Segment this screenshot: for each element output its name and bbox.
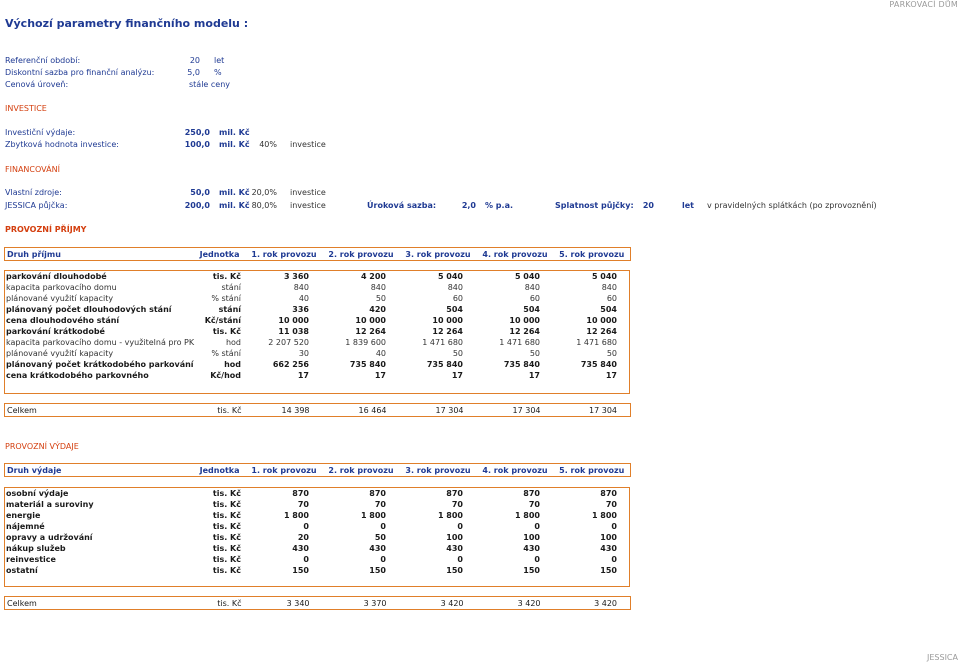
row-value-year5: 840 xyxy=(601,283,617,292)
row-value-year2: 150 xyxy=(369,566,386,575)
row-value-year3: 60 xyxy=(452,294,463,303)
row-label: plánovaný počet krátkodobého parkování xyxy=(6,360,194,369)
loan-percent: 80,0% xyxy=(251,201,277,210)
row-value-year4: 10 000 xyxy=(509,316,540,325)
loan-percent-label: investice xyxy=(290,201,326,210)
expense-total-unit: tis. Kč xyxy=(217,598,242,608)
row-unit: tis. Kč xyxy=(212,489,241,498)
income-total-row xyxy=(4,403,631,417)
header-cell-unit: Jednotka xyxy=(199,249,240,259)
income-row xyxy=(4,326,630,337)
header-cell-year3: 3. rok provozu xyxy=(405,465,471,475)
income-row xyxy=(4,348,630,359)
maturity-value: 20 xyxy=(642,201,654,210)
row-label: kapacita parkovacího domu - využitelná pro PK xyxy=(6,338,195,347)
income-table-header xyxy=(4,247,631,261)
row-value-year1: 0 xyxy=(303,555,309,564)
own-funds-percent-label: investice xyxy=(290,188,326,197)
income-total-y5: 17 304 xyxy=(589,405,617,415)
row-value-year5: 10 000 xyxy=(586,316,617,325)
row-value-year2: 840 xyxy=(370,283,386,292)
row-value-year5: 100 xyxy=(600,533,617,542)
interest-rate-value: 2,0 xyxy=(461,201,476,210)
row-unit: tis. Kč xyxy=(212,533,241,542)
row-value-year4: 0 xyxy=(534,555,540,564)
row-label: parkování krátkodobé xyxy=(6,327,105,336)
price-level-value: stále ceny xyxy=(189,80,231,89)
section-investice: INVESTICE xyxy=(5,104,47,113)
row-value-year5: 17 xyxy=(605,371,617,380)
residual-value-label: Zbytková hodnota investice: xyxy=(5,140,119,149)
investment-value: 250,0 xyxy=(184,128,210,137)
expense-total-label: Celkem xyxy=(7,598,37,608)
expense-row xyxy=(4,543,630,554)
row-value-year5: 60 xyxy=(606,294,617,303)
row-unit: tis. Kč xyxy=(212,566,241,575)
row-value-year4: 50 xyxy=(529,349,540,358)
row-value-year5: 0 xyxy=(611,522,617,531)
income-row xyxy=(4,271,630,282)
discount-rate-value: 5,0 xyxy=(187,68,200,77)
row-value-year3: 504 xyxy=(446,305,463,314)
income-total-y3: 17 304 xyxy=(435,405,464,415)
investment-unit: mil. Kč xyxy=(219,128,250,137)
income-total-y2: 16 464 xyxy=(358,405,387,415)
row-label: parkování dlouhodobé xyxy=(6,272,107,281)
residual-percent: 40% xyxy=(259,140,277,149)
row-value-year3: 50 xyxy=(452,349,463,358)
section-financovani: FINANCOVÁNÍ xyxy=(5,165,60,174)
row-unit: Kč/stání xyxy=(204,316,241,325)
own-funds-label: Vlastní zdroje: xyxy=(5,188,62,197)
row-value-year2: 1 839 600 xyxy=(345,338,386,347)
row-value-year5: 504 xyxy=(600,305,617,314)
row-value-year4: 150 xyxy=(523,566,540,575)
header-cell-unit: Jednotka xyxy=(199,465,240,475)
row-value-year4: 504 xyxy=(523,305,540,314)
expense-total-y4: 3 420 xyxy=(517,598,541,608)
row-value-year3: 5 040 xyxy=(437,272,463,281)
row-value-year2: 70 xyxy=(374,500,386,509)
expense-total-y3: 3 420 xyxy=(440,598,464,608)
header-cell-year1: 1. rok provozu xyxy=(251,465,317,475)
row-value-year1: 870 xyxy=(292,489,309,498)
row-value-year1: 70 xyxy=(297,500,309,509)
discount-rate-unit: % xyxy=(214,68,222,77)
header-cell-year5: 5. rok provozu xyxy=(559,249,625,259)
header-cell-year4: 4. rok provozu xyxy=(482,465,548,475)
maturity-label: Splatnost půjčky: xyxy=(555,201,634,210)
row-value-year3: 70 xyxy=(451,500,463,509)
row-label: opravy a udržování xyxy=(6,533,93,542)
row-value-year1: 430 xyxy=(292,544,309,553)
row-unit: tis. Kč xyxy=(212,272,241,281)
loan-label: JESSICA půjčka: xyxy=(5,201,68,210)
row-value-year2: 1 800 xyxy=(360,511,386,520)
row-value-year1: 0 xyxy=(303,522,309,531)
row-value-year3: 430 xyxy=(446,544,463,553)
document-footer-label: JESSICA xyxy=(927,653,958,662)
row-value-year2: 50 xyxy=(375,294,386,303)
expense-table-header xyxy=(4,463,631,477)
header-cell-year3: 3. rok provozu xyxy=(405,249,471,259)
row-value-year5: 1 471 680 xyxy=(576,338,617,347)
row-label: cena krátkodobého parkovného xyxy=(6,371,149,380)
income-row xyxy=(4,304,630,315)
row-value-year5: 0 xyxy=(611,555,617,564)
row-value-year4: 17 xyxy=(528,371,540,380)
row-value-year4: 70 xyxy=(528,500,540,509)
row-value-year4: 60 xyxy=(529,294,540,303)
row-label: plánované využití kapacity xyxy=(6,294,114,303)
document-header-label: PARKOVACÍ DŮM xyxy=(889,0,958,9)
row-value-year3: 100 xyxy=(446,533,463,542)
row-value-year4: 735 840 xyxy=(503,360,540,369)
row-value-year1: 3 360 xyxy=(283,272,309,281)
income-total-unit: tis. Kč xyxy=(217,405,242,415)
row-value-year4: 1 471 680 xyxy=(499,338,540,347)
row-value-year2: 870 xyxy=(369,489,386,498)
row-label: plánovaný počet dlouhodových stání xyxy=(6,305,172,314)
expense-total-y2: 3 370 xyxy=(363,598,387,608)
income-total-y4: 17 304 xyxy=(512,405,541,415)
row-value-year3: 735 840 xyxy=(426,360,463,369)
price-level-label: Cenová úroveň: xyxy=(5,80,69,89)
income-table xyxy=(4,271,630,381)
row-unit: tis. Kč xyxy=(212,522,241,531)
row-value-year5: 5 040 xyxy=(591,272,617,281)
row-value-year1: 30 xyxy=(298,349,309,358)
row-value-year3: 1 471 680 xyxy=(422,338,463,347)
page-title: Výchozí parametry finančního modelu : xyxy=(5,17,249,30)
row-value-year2: 10 000 xyxy=(355,316,386,325)
header-cell-year4: 4. rok provozu xyxy=(482,249,548,259)
header-cell-type: Druh výdaje xyxy=(7,465,62,475)
row-unit: stání xyxy=(221,283,241,292)
investment-label: Investiční výdaje: xyxy=(5,128,76,137)
income-row xyxy=(4,315,630,326)
header-cell-year1: 1. rok provozu xyxy=(251,249,317,259)
expense-row xyxy=(4,554,630,565)
row-value-year2: 17 xyxy=(374,371,386,380)
row-label: materiál a suroviny xyxy=(6,500,94,509)
row-value-year1: 840 xyxy=(293,283,309,292)
row-value-year3: 12 264 xyxy=(432,327,463,336)
row-value-year1: 336 xyxy=(292,305,309,314)
income-row xyxy=(4,282,630,293)
row-unit: Kč/hod xyxy=(210,371,241,380)
row-unit: tis. Kč xyxy=(212,511,241,520)
section-prijmy: PROVOZNÍ PŘÍJMY xyxy=(5,225,87,234)
row-unit: tis. Kč xyxy=(212,327,241,336)
expense-row xyxy=(4,521,630,532)
row-value-year2: 12 264 xyxy=(355,327,386,336)
row-unit: tis. Kč xyxy=(212,500,241,509)
row-value-year3: 10 000 xyxy=(432,316,463,325)
row-value-year1: 17 xyxy=(297,371,309,380)
row-value-year4: 1 800 xyxy=(514,511,540,520)
row-value-year4: 0 xyxy=(534,522,540,531)
expense-total-row xyxy=(4,596,631,610)
row-label: kapacita parkovacího domu xyxy=(6,283,117,292)
row-value-year4: 840 xyxy=(524,283,540,292)
maturity-unit: let xyxy=(682,201,694,210)
expense-row xyxy=(4,510,630,521)
row-value-year1: 2 207 520 xyxy=(268,338,309,347)
row-value-year5: 1 800 xyxy=(591,511,617,520)
own-funds-value: 50,0 xyxy=(190,188,210,197)
row-unit: tis. Kč xyxy=(212,544,241,553)
ref-period-unit: let xyxy=(214,56,225,65)
expense-row xyxy=(4,488,630,499)
ref-period-value: 20 xyxy=(189,56,200,65)
interest-rate-unit: % p.a. xyxy=(485,201,514,210)
row-value-year1: 40 xyxy=(298,294,309,303)
row-value-year5: 70 xyxy=(605,500,617,509)
row-value-year3: 840 xyxy=(447,283,463,292)
row-label: nájemné xyxy=(6,522,45,531)
header-cell-year2: 2. rok provozu xyxy=(328,249,394,259)
residual-value: 100,0 xyxy=(184,140,210,149)
row-value-year3: 0 xyxy=(457,522,463,531)
expense-row xyxy=(4,532,630,543)
row-value-year3: 1 800 xyxy=(437,511,463,520)
row-value-year2: 735 840 xyxy=(349,360,386,369)
interest-rate-label: Úroková sazba: xyxy=(367,201,437,210)
expense-row xyxy=(4,499,630,510)
row-value-year2: 430 xyxy=(369,544,386,553)
row-unit: % stání xyxy=(211,349,241,358)
header-cell-year5: 5. rok provozu xyxy=(559,465,625,475)
ref-period-label: Referenční období: xyxy=(5,56,81,65)
row-value-year3: 0 xyxy=(457,555,463,564)
row-unit: % stání xyxy=(211,294,241,303)
row-value-year3: 17 xyxy=(451,371,463,380)
income-total-label: Celkem xyxy=(7,405,37,415)
loan-value: 200,0 xyxy=(184,201,210,210)
row-label: osobní výdaje xyxy=(6,489,69,498)
header-cell-type: Druh příjmu xyxy=(7,249,61,259)
row-value-year2: 50 xyxy=(374,533,386,542)
row-value-year2: 4 200 xyxy=(360,272,386,281)
row-value-year1: 10 000 xyxy=(278,316,309,325)
header-cell-year2: 2. rok provozu xyxy=(328,465,394,475)
row-unit: tis. Kč xyxy=(212,555,241,564)
row-label: cena dlouhodového stání xyxy=(6,316,120,325)
expense-table xyxy=(4,488,630,576)
row-value-year4: 430 xyxy=(523,544,540,553)
row-value-year4: 12 264 xyxy=(509,327,540,336)
row-value-year3: 870 xyxy=(446,489,463,498)
expense-row xyxy=(4,565,630,576)
expense-total-y5: 3 420 xyxy=(594,598,617,608)
row-value-year2: 40 xyxy=(375,349,386,358)
row-label: nákup služeb xyxy=(6,544,66,553)
section-vydaje: PROVOZNÍ VÝDAJE xyxy=(5,442,79,451)
discount-rate-label: Diskontní sazba pro finanční analýzu: xyxy=(5,68,155,77)
row-value-year1: 1 800 xyxy=(283,511,309,520)
row-value-year2: 420 xyxy=(369,305,386,314)
row-value-year2: 0 xyxy=(380,522,386,531)
row-value-year4: 870 xyxy=(523,489,540,498)
row-label: plánované využití kapacity xyxy=(6,349,114,358)
row-value-year4: 100 xyxy=(523,533,540,542)
row-value-year1: 11 038 xyxy=(278,327,309,336)
row-label: ostatní xyxy=(6,566,38,575)
row-label: reinvestice xyxy=(6,555,56,564)
expense-total-y1: 3 340 xyxy=(286,598,310,608)
residual-unit: mil. Kč xyxy=(219,140,250,149)
row-value-year2: 0 xyxy=(380,555,386,564)
income-row xyxy=(4,370,630,381)
maturity-note: v pravidelných splátkách (po zprovoznění) xyxy=(707,201,877,210)
row-value-year5: 870 xyxy=(600,489,617,498)
row-unit: stání xyxy=(218,305,241,314)
row-label: energie xyxy=(6,511,41,520)
own-funds-percent: 20,0% xyxy=(251,188,277,197)
row-value-year5: 735 840 xyxy=(580,360,617,369)
row-value-year1: 662 256 xyxy=(272,360,309,369)
residual-percent-label: investice xyxy=(290,140,326,149)
income-total-y1: 14 398 xyxy=(281,405,310,415)
own-funds-unit: mil. Kč xyxy=(219,188,250,197)
row-value-year5: 430 xyxy=(600,544,617,553)
row-value-year5: 50 xyxy=(606,349,617,358)
row-value-year1: 150 xyxy=(292,566,309,575)
row-value-year1: 20 xyxy=(297,533,309,542)
row-value-year3: 150 xyxy=(446,566,463,575)
income-row xyxy=(4,293,630,304)
loan-unit: mil. Kč xyxy=(219,201,250,210)
row-unit: hod xyxy=(225,338,241,347)
row-value-year4: 5 040 xyxy=(514,272,540,281)
income-row xyxy=(4,359,630,370)
row-value-year5: 150 xyxy=(600,566,617,575)
income-row xyxy=(4,337,630,348)
row-unit: hod xyxy=(224,360,241,369)
row-value-year5: 12 264 xyxy=(586,327,617,336)
